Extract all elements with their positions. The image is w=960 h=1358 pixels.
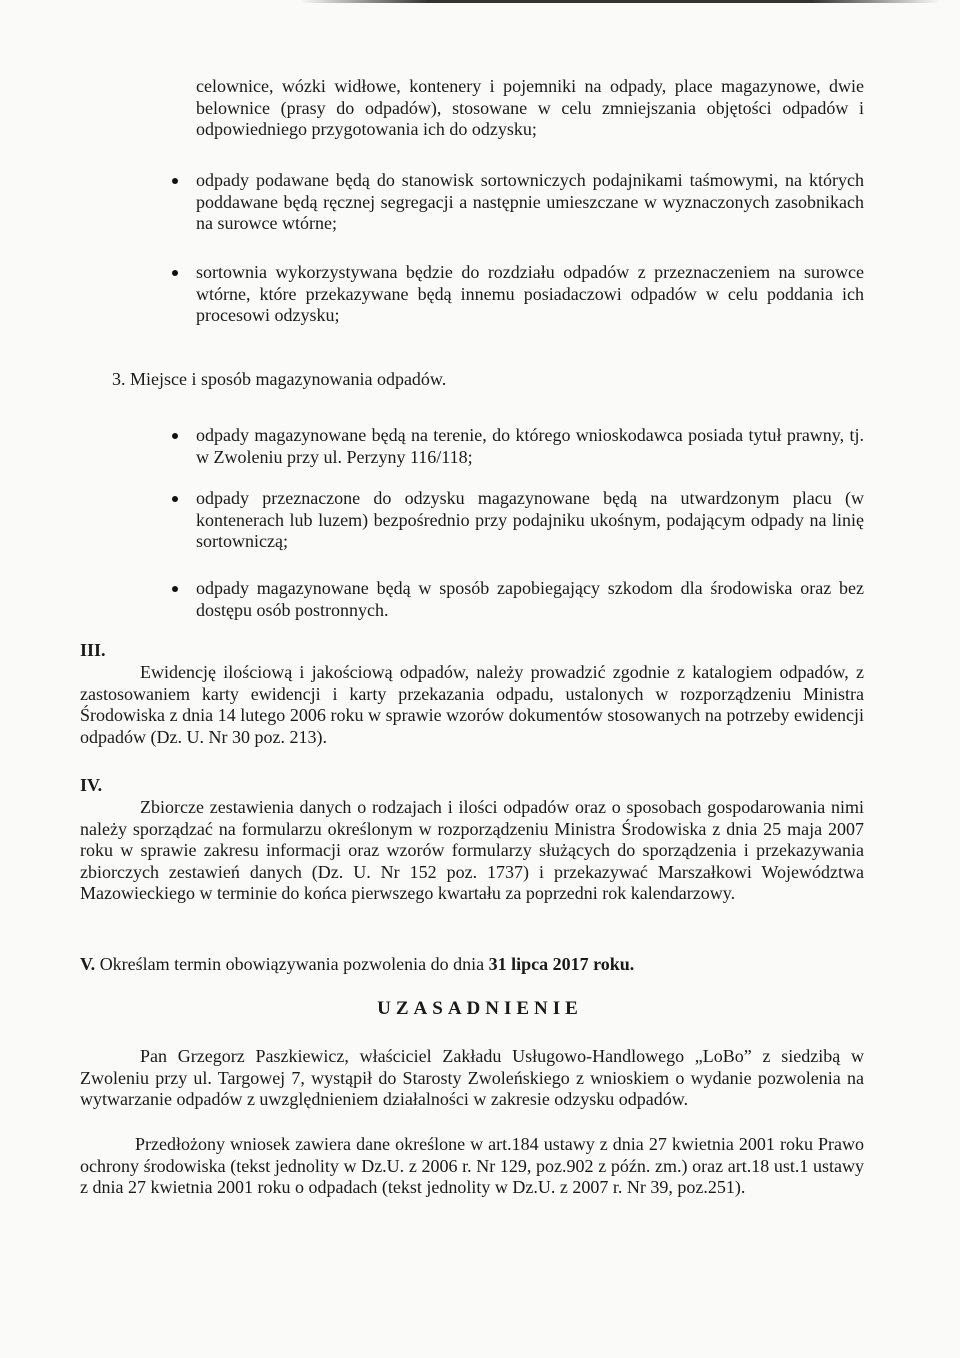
continuation-paragraph: celownice, wózki widłowe, kontenery i pojemniki na odpady, place magazynowe, dwie belownice (prasy do odpadów), stosowane w celu zmniejszania objętości odpadów i odpowiedniego przygotowania ich do odzysku; [196, 76, 864, 139]
bullet-icon [172, 586, 178, 592]
justification-paragraph-2 [80, 1134, 864, 1199]
section-4-paragraph [80, 797, 864, 905]
section-numeral: IV. [80, 775, 103, 795]
section-5-text: Określam termin obowiązywania pozwolenia do dnia [99, 954, 485, 974]
justification-heading: UZASADNIENIE [377, 998, 583, 1019]
section-3-paragraph [80, 662, 864, 748]
justification-text: Przedłożony wniosek zawiera dane określone w art.184 ustawy z dnia 27 kwietnia 2001 roku Prawo ochrony środowiska (tekst jednolity w Dz.U. z 2006 r. Nr 129, poz.902 z późn. zm.) oraz art.18 ust.1 ustawy z dnia 27 kwietnia 2001 roku o odpadach (tekst jednolity w Dz.U. z 2007 r. Nr 39, poz.251). [80, 1134, 864, 1197]
justification-text: Pan Grzegorz Paszkiewicz, właściciel Zakładu Usługowo-Handlowego „LoBo” z siedzibą w Zwoleniu przy ul. Targowej 7, wystąpił do Starosty Zwoleńskiego z wnioskiem o wydanie pozwolenia na wytwarzanie odpadów z uwzględnieniem działalności w zakresie odzysku odpadów. [80, 1046, 864, 1109]
scan-edge-line [300, 0, 940, 3]
justification-paragraph-1 [80, 1046, 864, 1111]
section-numeral: V. [80, 954, 96, 974]
item-3-heading: 3. Miejsce i sposób magazynowania odpadów. [112, 369, 447, 389]
section-numeral: III. [80, 640, 106, 660]
bullet-item: odpady magazynowane będą w sposób zapobiegający szkodom dla środowiska oraz bez dostępu osób postronnych. [196, 578, 864, 620]
bullet-icon [172, 178, 178, 184]
section-3-text: Ewidencję ilościową i jakościową odpadów, należy prowadzić zgodnie z katalogiem odpadów, z zastosowaniem karty ewidencji i karty przekazania odpadu, ustalonych w rozporządzeniu Ministra Środowiska z dnia 14 lutego 2006 roku w sprawie wzorów dokumentów stosowanych na potrzeby ewidencji odpadów (Dz. U. Nr 30 poz. 213). [80, 662, 864, 747]
bullet-icon [172, 433, 178, 439]
bullet-item: odpady przeznaczone do odzysku magazynowane będą na utwardzonym placu (w kontenerach lub luzem) bezpośrednio przy podajniku ukośnym, podającym odpady na linię sortowniczą; [196, 488, 864, 551]
bullet-icon [172, 496, 178, 502]
bullet-icon [172, 270, 178, 276]
bullet-item: sortownia wykorzystywana będzie do rozdziału odpadów z przeznaczeniem na surowce wtórne, które przekazywane będą innemu posiadaczowi odpadów w celu poddania ich procesowi odzysku; [196, 262, 864, 325]
expiry-date: 31 lipca 2017 roku. [488, 954, 635, 974]
bullet-item: odpady podawane będą do stanowisk sortowniczych podajnikami taśmowymi, na których poddawane będą ręcznej segregacji a następnie umieszczane w wyznaczonych zasobnikach na surowce wtórne; [196, 170, 864, 233]
section-4-text: Zbiorcze zestawienia danych o rodzajach i ilości odpadów oraz o sposobach gospodarowania nimi należy sporządzać na formularzu określonym w rozporządzeniu Ministra Środowiska z dnia 25 maja 2007 roku w sprawie zakresu informacji oraz wzorów formularzy służących do sporządzenia i przekazywania zbiorczych zestawień danych (Dz. U. Nr 152 poz. 1737) i przekazywać Marszałkowi Województwa Mazowieckiego w terminie do końca pierwszego kwartału za poprzedni rok kalendarzowy. [80, 797, 864, 903]
bullet-item: odpady magazynowane będą na terenie, do którego wnioskodawca posiada tytuł prawny, tj. w Zwoleniu przy ul. Perzyny 116/118; [196, 425, 864, 467]
section-5-paragraph [80, 954, 864, 976]
